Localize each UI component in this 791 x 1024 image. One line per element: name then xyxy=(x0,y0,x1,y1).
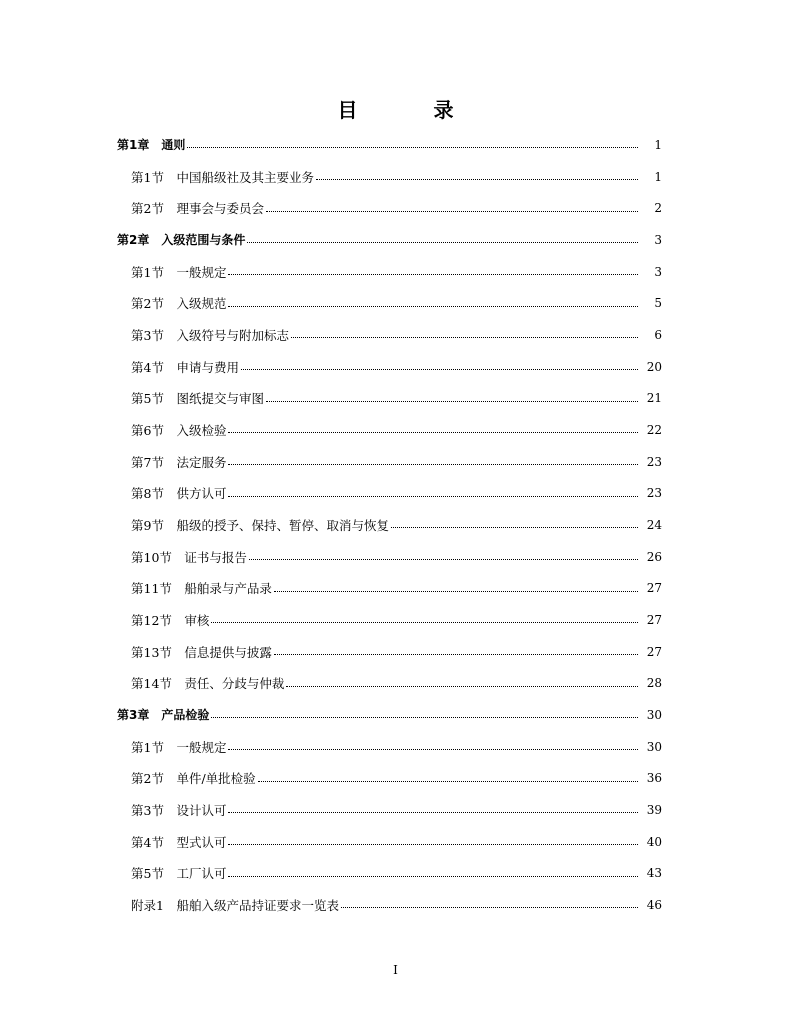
toc-entry-label: 附录1 船舶入级产品持证要求一览表 xyxy=(131,897,339,913)
table-of-contents xyxy=(117,129,662,921)
toc-section-entry[interactable] xyxy=(117,541,662,573)
page-number-footer: I xyxy=(393,963,398,977)
dot-leader xyxy=(341,907,638,908)
dot-leader xyxy=(228,876,638,877)
toc-page-number: 28 xyxy=(646,676,662,691)
toc-section-entry[interactable] xyxy=(117,161,662,193)
toc-entry-label: 第1节 一般规定 xyxy=(131,264,227,280)
toc-entry-label: 第11节 船舶录与产品录 xyxy=(131,581,272,597)
dot-leader xyxy=(228,274,638,275)
toc-page-number: 46 xyxy=(646,897,662,912)
dot-leader xyxy=(274,591,638,592)
toc-entry-label: 第3章 产品检验 xyxy=(117,708,210,723)
dot-leader xyxy=(187,147,638,148)
toc-chapter-entry[interactable] xyxy=(117,129,662,161)
dot-leader xyxy=(258,781,638,782)
dot-leader xyxy=(291,337,638,338)
toc-section-entry[interactable] xyxy=(117,794,662,826)
toc-entry-label: 第12节 审核 xyxy=(131,612,210,628)
toc-page-number: 23 xyxy=(646,454,662,469)
toc-section-entry[interactable] xyxy=(117,414,662,446)
toc-entry-label: 第4节 申请与费用 xyxy=(131,359,239,375)
dot-leader xyxy=(266,211,638,212)
toc-entry-label: 第8节 供方认可 xyxy=(131,486,227,502)
toc-page-number: 3 xyxy=(654,264,662,279)
toc-page-number: 2 xyxy=(654,201,662,216)
toc-section-entry[interactable] xyxy=(117,604,662,636)
toc-entry-label: 第3节 设计认可 xyxy=(131,802,227,818)
toc-page-number: 39 xyxy=(646,802,662,817)
dot-leader xyxy=(249,559,638,560)
dot-leader xyxy=(228,432,638,433)
toc-page-number: 36 xyxy=(646,771,662,786)
toc-entry-label: 第13节 信息提供与披露 xyxy=(131,644,272,660)
toc-page-number: 30 xyxy=(646,707,662,722)
toc-entry-label: 第2节 单件/单批检验 xyxy=(131,771,256,787)
toc-entry-label: 第2节 入级规范 xyxy=(131,296,227,312)
toc-entry-label: 第1章 通则 xyxy=(117,138,186,153)
toc-page-number: 27 xyxy=(646,644,662,659)
dot-leader xyxy=(228,306,638,307)
toc-page-number: 1 xyxy=(654,137,662,152)
toc-page-number: 23 xyxy=(646,486,662,501)
toc-section-entry[interactable] xyxy=(117,857,662,889)
dot-leader xyxy=(228,812,638,813)
toc-page-number: 3 xyxy=(654,232,662,247)
toc-section-entry[interactable] xyxy=(117,256,662,288)
toc-section-entry[interactable] xyxy=(117,889,662,921)
dot-leader xyxy=(228,464,638,465)
toc-page-number: 20 xyxy=(646,359,662,374)
dot-leader xyxy=(241,369,638,370)
toc-page-number: 27 xyxy=(646,612,662,627)
dot-leader xyxy=(211,717,638,718)
toc-section-entry[interactable] xyxy=(117,731,662,763)
toc-page-number: 24 xyxy=(646,517,662,532)
toc-section-entry[interactable] xyxy=(117,351,662,383)
toc-entry-label: 第5节 工厂认可 xyxy=(131,866,227,882)
dot-leader xyxy=(211,622,638,623)
dot-leader xyxy=(247,242,638,243)
toc-page-number: 1 xyxy=(654,169,662,184)
toc-page-number: 27 xyxy=(646,581,662,596)
toc-entry-label: 第1节 一般规定 xyxy=(131,739,227,755)
toc-entry-label: 第6节 入级检验 xyxy=(131,422,227,438)
toc-section-entry[interactable] xyxy=(117,762,662,794)
toc-entry-label: 第14节 责任、分歧与仲裁 xyxy=(131,676,285,692)
dot-leader xyxy=(274,654,638,655)
toc-page-number: 26 xyxy=(646,549,662,564)
page-title: 目 录 xyxy=(337,98,482,122)
toc-section-entry[interactable] xyxy=(117,572,662,604)
dot-leader xyxy=(266,401,638,402)
toc-page-number: 22 xyxy=(646,422,662,437)
toc-section-entry[interactable] xyxy=(117,319,662,351)
toc-section-entry[interactable] xyxy=(117,446,662,478)
toc-section-entry[interactable] xyxy=(117,287,662,319)
toc-chapter-entry[interactable] xyxy=(117,699,662,731)
toc-section-entry[interactable] xyxy=(117,477,662,509)
toc-entry-label: 第2节 理事会与委员会 xyxy=(131,201,264,217)
toc-page-number: 6 xyxy=(654,327,662,342)
toc-entry-label: 第3节 入级符号与附加标志 xyxy=(131,327,289,343)
dot-leader xyxy=(228,844,638,845)
dot-leader xyxy=(316,179,638,180)
toc-section-entry[interactable] xyxy=(117,636,662,668)
toc-entry-label: 第10节 证书与报告 xyxy=(131,549,247,565)
toc-entry-label: 第1节 中国船级社及其主要业务 xyxy=(131,169,314,185)
toc-page-number: 40 xyxy=(646,834,662,849)
toc-page-number: 30 xyxy=(646,739,662,754)
toc-section-entry[interactable] xyxy=(117,826,662,858)
dot-leader xyxy=(286,686,638,687)
toc-section-entry[interactable] xyxy=(117,192,662,224)
toc-section-entry[interactable] xyxy=(117,382,662,414)
toc-entry-label: 第9节 船级的授予、保持、暂停、取消与恢复 xyxy=(131,517,389,533)
toc-section-entry[interactable] xyxy=(117,667,662,699)
toc-entry-label: 第7节 法定服务 xyxy=(131,454,227,470)
toc-entry-label: 第4节 型式认可 xyxy=(131,834,227,850)
dot-leader xyxy=(228,749,638,750)
dot-leader xyxy=(228,496,638,497)
toc-page-number: 21 xyxy=(646,391,662,406)
toc-chapter-entry[interactable] xyxy=(117,224,662,256)
toc-page-number: 5 xyxy=(654,296,662,311)
toc-page-number: 43 xyxy=(646,866,662,881)
toc-section-entry[interactable] xyxy=(117,509,662,541)
dot-leader xyxy=(391,527,638,528)
toc-entry-label: 第5节 图纸提交与审图 xyxy=(131,391,264,407)
toc-entry-label: 第2章 入级范围与条件 xyxy=(117,233,246,248)
